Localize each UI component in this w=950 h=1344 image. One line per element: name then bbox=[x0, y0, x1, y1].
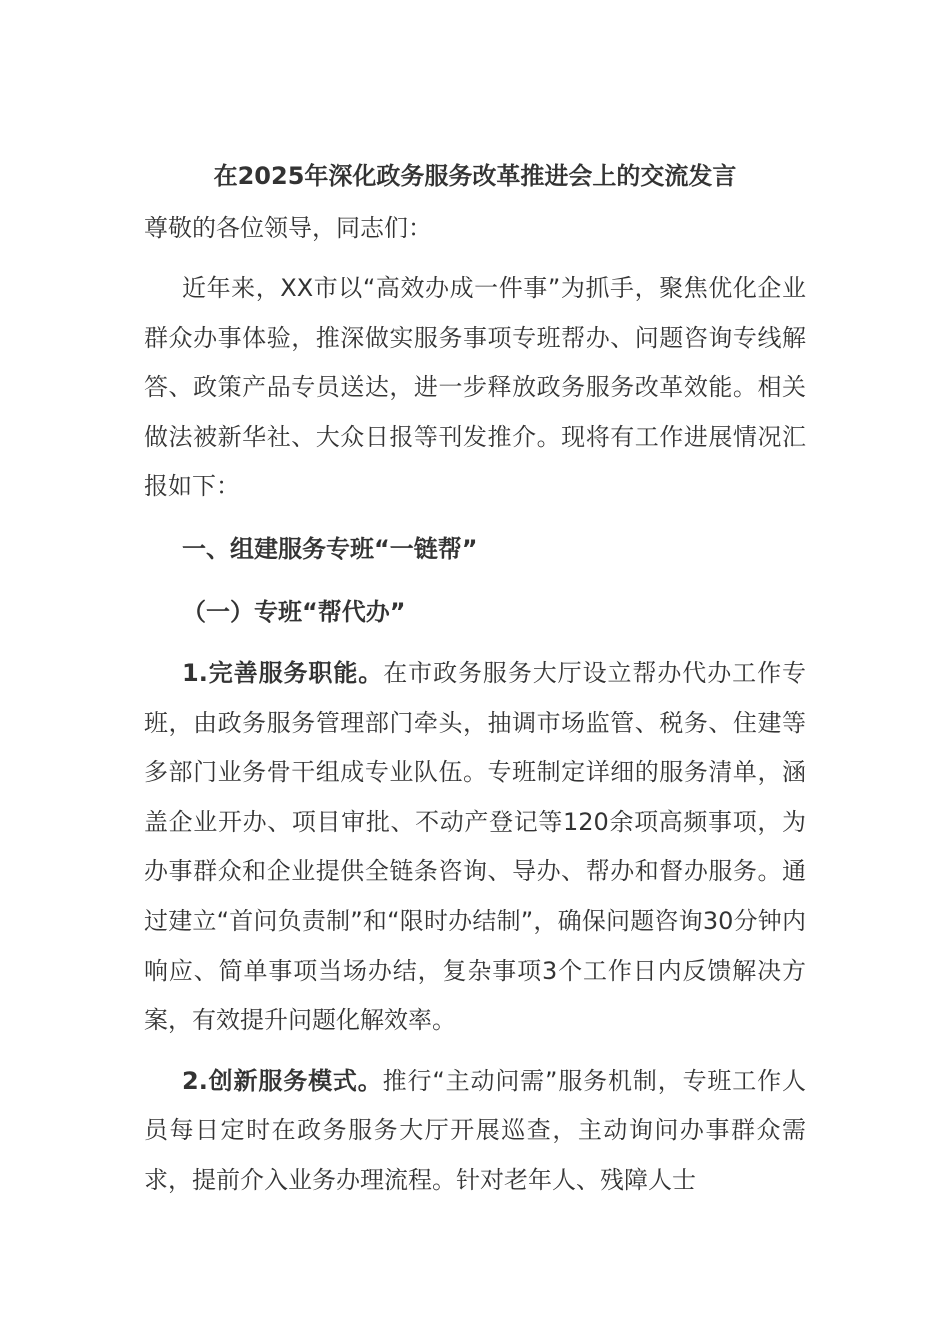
item-2-text: 推行“主动问需”服务机制，专班工作人员每日定时在政务服务大厅开展巡查，主动询问办事群众需求，提前介入业务办理流程。针对老年人、残障人士 bbox=[144, 1066, 806, 1194]
item-paragraph-2 bbox=[144, 1057, 806, 1206]
item-1-text: 在市政务服务大厅设立帮办代办工作专班，由政务服务管理部门牵头，抽调市场监管、税务、住建等多部门业务骨干组成专业队伍。专班制定详细的服务清单，涵盖企业开办、项目审批、不动产登记等120余项高频事项，为办事群众和企业提供全链条咨询、导办、帮办和督办服务。通过建立“首问负责制”和“限时办结制”，确保问题咨询30分钟内响应、简单事项当场办结，复杂事项3个工作日内反馈解决方案，有效提升问题化解效率。 bbox=[144, 658, 806, 1035]
intro-paragraph: 近年来，XX市以“高效办成一件事”为抓手，聚焦优化企业群众办事体验，推深做实服务事项专班帮办、问题咨询专线解答、政策产品专员送达，进一步释放政务服务改革效能。相关做法被新华社、大众日报等刊发推介。现将有工作进展情况汇报如下： bbox=[144, 274, 806, 501]
subsection-heading-1: （一）专班“帮代办” bbox=[182, 597, 406, 626]
salutation: 尊敬的各位领导，同志们： bbox=[144, 214, 432, 242]
item-paragraph-1 bbox=[144, 649, 806, 1046]
item-2-lead: 2.创新服务模式。 bbox=[182, 1066, 383, 1095]
document-title: 在2025年深化政务服务改革推进会上的交流发言 bbox=[213, 162, 737, 190]
item-1-lead: 1.完善服务职能。 bbox=[182, 658, 384, 687]
document-body bbox=[144, 150, 806, 1206]
section-heading-1: 一、组建服务专班“一链帮” bbox=[182, 534, 478, 563]
